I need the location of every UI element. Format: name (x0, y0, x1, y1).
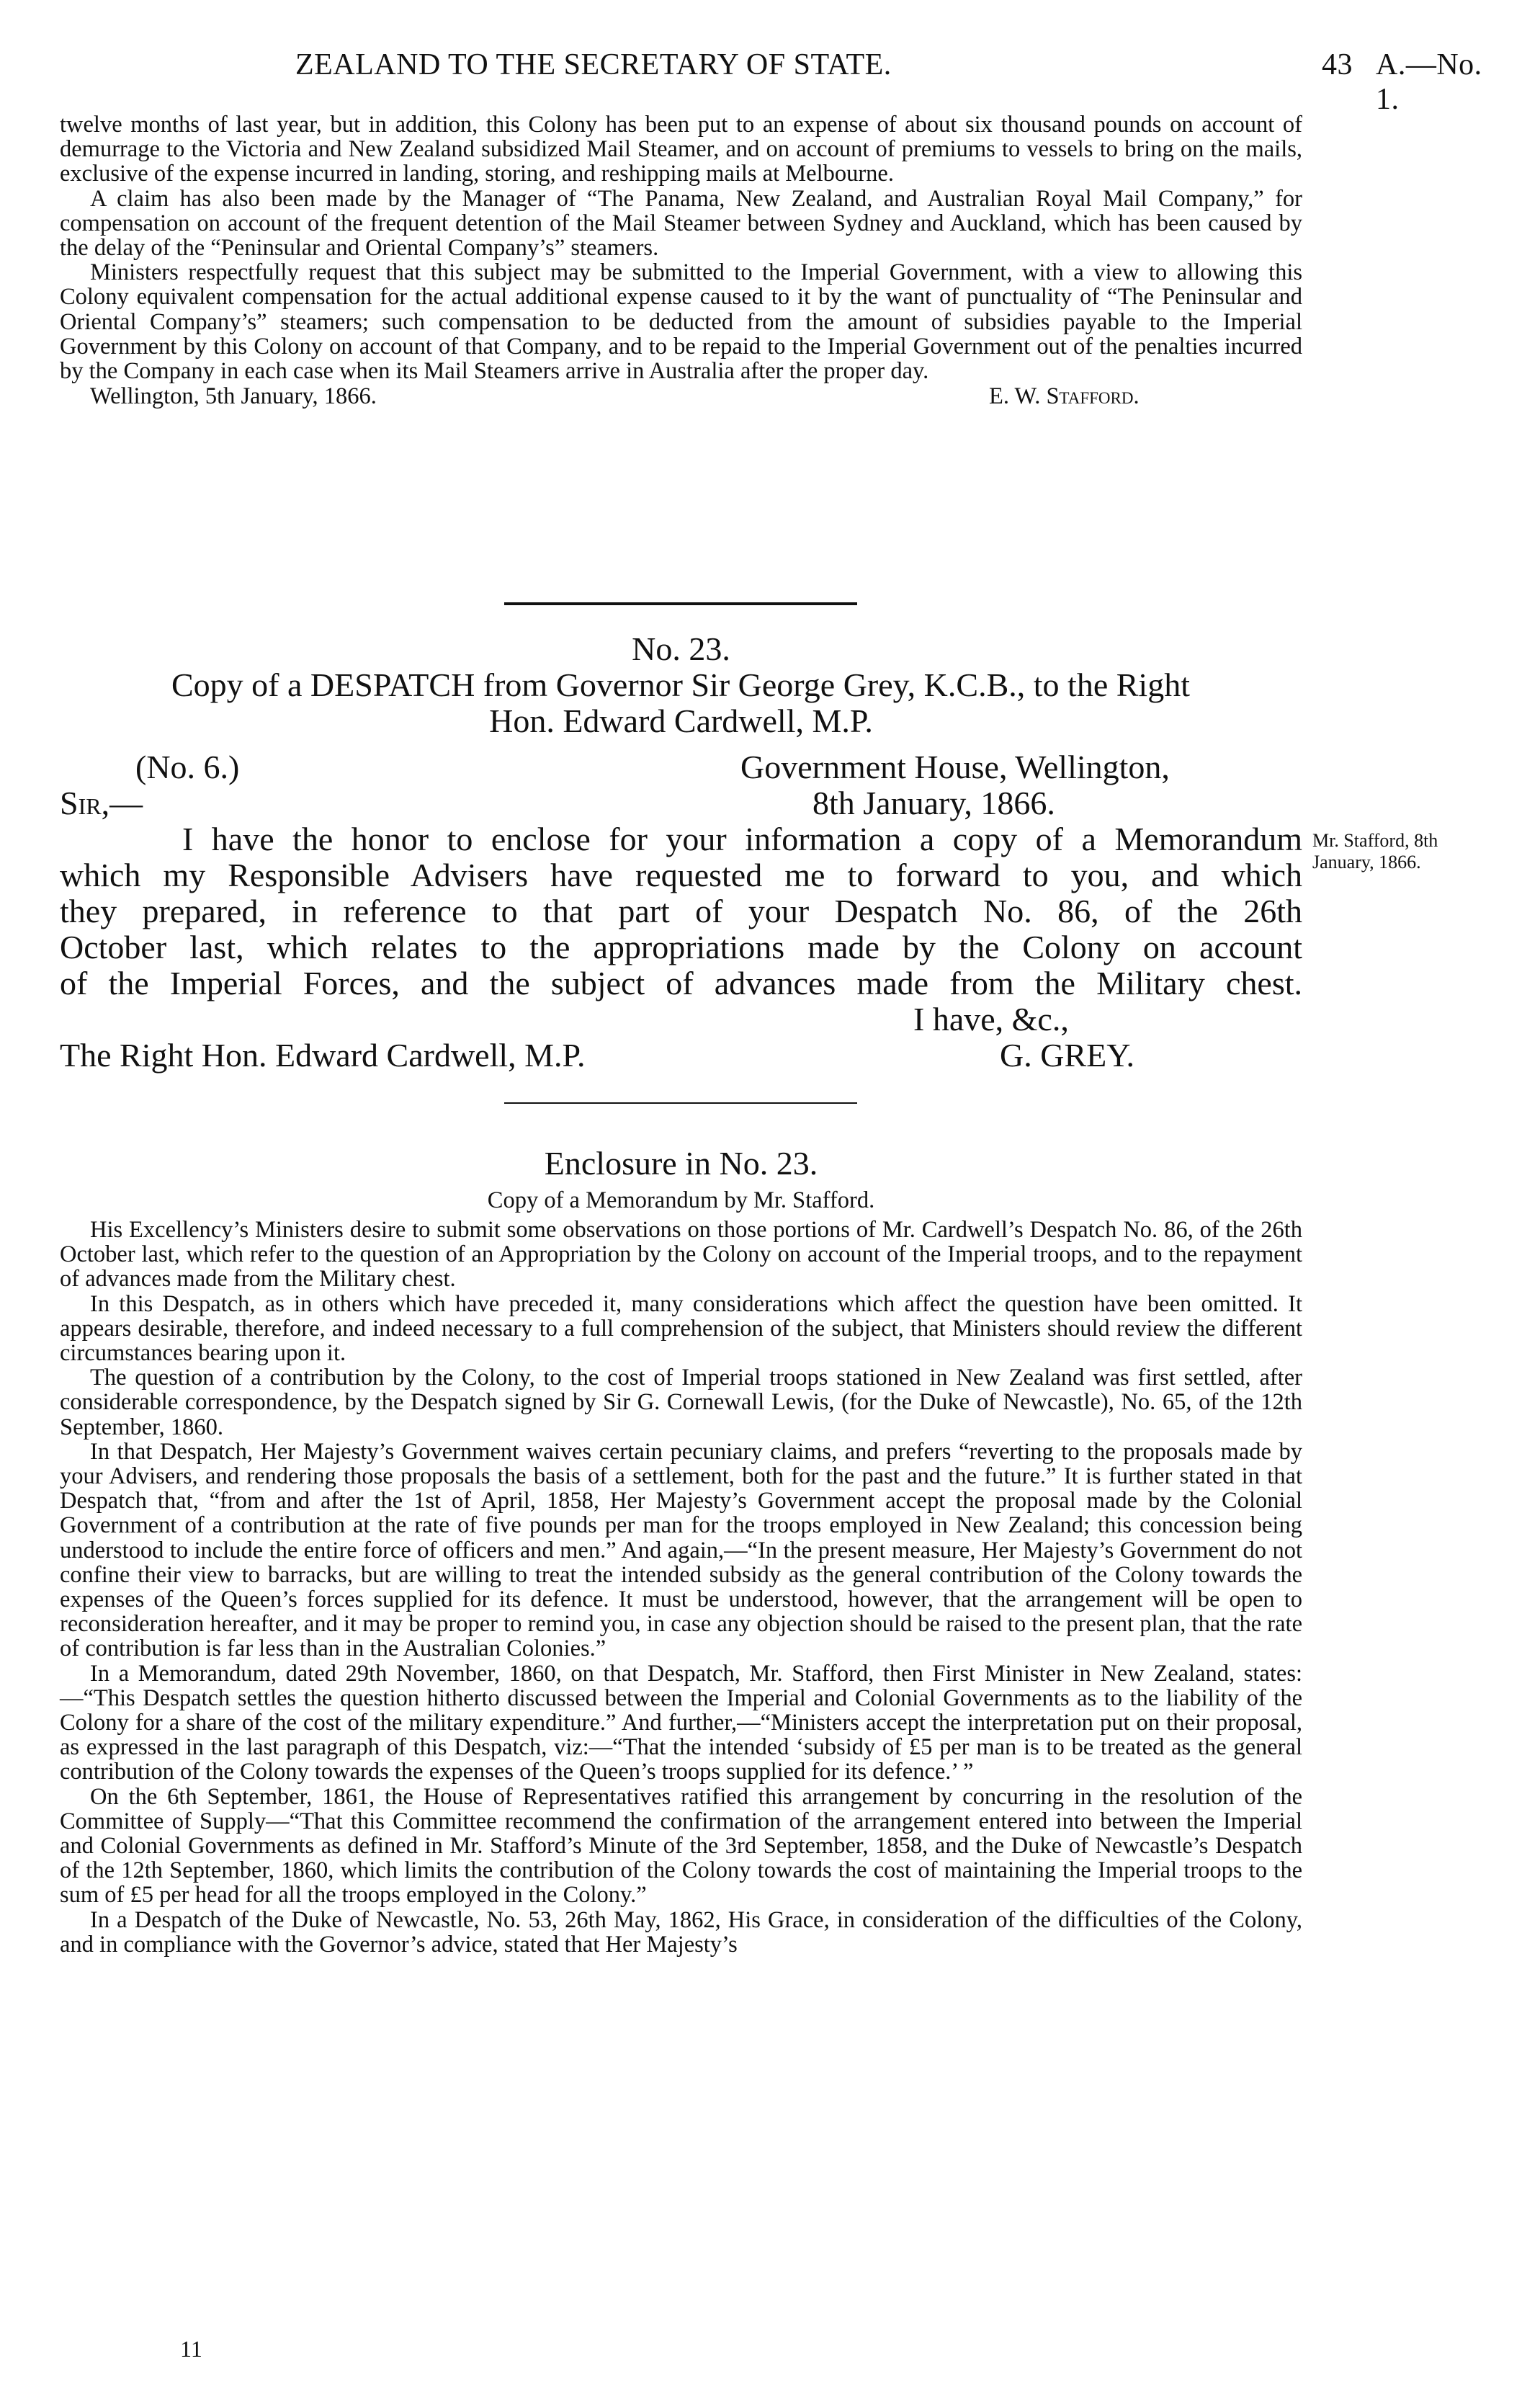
sign-place-date: Wellington, 5th January, 1866. (90, 383, 377, 410)
despatch-body-line: I have the honor to enclose for your information a copy of a Memorandum (182, 821, 1302, 857)
governor-signature: G. GREY. (1000, 1037, 1135, 1074)
paragraph: The question of a contribution by the Colony, to the cost of Imperial troops stationed in New Zealand was first settled, after considerable correspondence, by the Despatch signed by Sir G. Cornewall Lewis, (for the Duke of Newcastle), No. 65, of the 12th September, 1860. (60, 1365, 1302, 1440)
paragraph: twelve months of last year, but in addition, this Colony has been put to an expense of about six thousand pounds on account of demurrage to the Victoria and New Zealand subsidized Mail Steamer, and on account of premiums to vessels to bring on the mails, exclusive of the expense incurred in landing, storing, and reshipping mails at Melbourne. (60, 112, 1302, 187)
salutation: Sir,— (60, 785, 143, 821)
paragraph: In a Memorandum, dated 29th November, 1860, on that Despatch, Mr. Stafford, then First Minister in New Zealand, states:—“This Despatch settles the question hitherto discussed between the Imperial and Colonial Governments as to the liability of the Colony for a share of the cost of the military expenditure.” And further,—“Ministers accept the interpretation put on their proposal, as expressed in the last paragraph of this Despatch, viz:—“That the intended ‘subsidy of £5 per man is to be treated as the general contribution of the Colony towards the expenses of the Queen’s troops supplied for its defence.’ ” (60, 1660, 1302, 1785)
section-divider (504, 1102, 857, 1104)
signatory: E. W. Stafford. (989, 383, 1140, 410)
page-number: 43 (1322, 48, 1353, 81)
paragraph: In that Despatch, Her Majesty’s Government waives certain pecuniary claims, and prefers “reverting to the proposals made by your Advisers, and rendering those proposals the basis of a settlement, both for the past and the future.” It is further stated in that Despatch that, “from and after the 1st of April, 1858, Her Majesty’s Government accept the proposal made by the Colonial Government of a contribution at the rate of five pounds per man for the troops employed in New Zealand; this concession being understood to include the entire force of officers and men.” And again,—“In the present measure, Her Majesty’s Government do not confine their view to barracks, but are willing to treat the intended subsidy as the general contribution of the Colony towards the expenses of the Queen’s forces supplied for its defence. It must be understood, however, that the arrangement will be open to reconsideration hereafter, and it may be proper to remind you, in case any objection should be raised to the present plan, that the rate of contribution is far less than in the Australian Colonies.” (60, 1438, 1302, 1662)
despatch-body-line: which my Responsible Advisers have requested me to forward to you, and which (60, 857, 1302, 893)
margin-note (1312, 830, 1528, 873)
despatch-title-line2: Hon. Edward Cardwell, M.P. (489, 702, 873, 739)
paragraph: In this Despatch, as in others which have preceded it, many considerations which affect the question have been omitted. It appears desirable, therefore, and indeed necessary to a full comprehension of the subject, that Ministers should review the different circumstances bearing upon it. (60, 1290, 1302, 1367)
margin-note-line: January, 1866. (1312, 852, 1421, 873)
despatch-address: Government House, Wellington, (740, 749, 1170, 785)
paragraph: Ministers respectfully request that this subject may be submitted to the Imperial Government, with a view to allowing this Colony equivalent compensation for the actual additional expense caused to it by the want of punctuality of “The Peninsular and Oriental Company’s” steamers; such compensation to be deducted from the amount of subsidies payable to the Imperial Government by this Colony on account of that Company, and to be repaid to the Imperial Government out of the penalties incurred by the Company in each case when its Mail Steamers arrive in Australia after the proper day. (60, 259, 1302, 385)
paragraph: In a Despatch of the Duke of Newcastle, No. 53, 26th May, 1862, His Grace, in consideration of the difficulties of the Colony, and in compliance with the Governor’s advice, stated that Her Majesty’s (60, 1906, 1302, 1958)
section-divider (504, 602, 857, 605)
top-section (60, 112, 1302, 409)
despatch-body (60, 821, 1302, 1001)
recipient: The Right Hon. Edward Cardwell, M.P. (60, 1037, 586, 1074)
running-header (58, 48, 1497, 116)
despatch-ref: (No. 6.) (135, 749, 240, 785)
closing: I have, &c., (913, 1001, 1069, 1037)
despatch-date: 8th January, 1866. (812, 785, 1055, 821)
despatch-number: No. 23. (632, 630, 730, 667)
paragraph: His Excellency’s Ministers desire to submit some observations on those portions of Mr. Cardwell’s Despatch No. 86, of the 26th October last, which refer to the question of an Appropriation by the Colony on account of the Imperial troops, and to the repayment of advances made from the Military chest. (60, 1217, 1302, 1293)
despatch-body-line: October last, which relates to the appropriations made by the Colony on account (60, 929, 1302, 965)
paragraph: A claim has also been made by the Manager of “The Panama, New Zealand, and Australian Royal Mail Company,” for compensation on account of the frequent detention of the Mail Steamer between Sydney and Auckland, which has been caused by the delay of the “Peninsular and Oriental Company’s” steamers. (60, 185, 1302, 262)
enclosure-body (60, 1218, 1302, 1957)
series-number: A.—No. 1. (1376, 48, 1482, 116)
enclosure-subheading: Copy of a Memorandum by Mr. Stafford. (487, 1187, 875, 1213)
margin-note-line: Mr. Stafford, 8th (1312, 830, 1438, 851)
despatch-body-line: they prepared, in reference to that part of your Despatch No. 86, of the 26th (60, 893, 1302, 929)
despatch-title-line1: Copy of a DESPATCH from Governor Sir George Grey, K.C.B., to the Right (171, 666, 1190, 703)
signature-mark: 11 (180, 2336, 202, 2362)
paragraph: On the 6th September, 1861, the House of Representatives ratified this arrangement by concurring in the resolution of the Committee of Supply—“That this Committee recommend the confirmation of the arrangement entered into between the Imperial and Colonial Governments as defined in Mr. Stafford’s Minute of the 3rd September, 1858, and the Duke of Newcastle’s Despatch of the 12th September, 1860, which limits the contribution of the Colony towards the cost of maintaining the Imperial troops to the sum of £5 per head for all the troops employed in the Colony.” (60, 1783, 1302, 1909)
despatch-body-line: of the Imperial Forces, and the subject of advances made from the Military chest. (60, 965, 1302, 1001)
enclosure-heading: Enclosure in No. 23. (544, 1145, 818, 1182)
running-title: ZEALAND TO THE SECRETARY OF STATE. (295, 48, 892, 81)
